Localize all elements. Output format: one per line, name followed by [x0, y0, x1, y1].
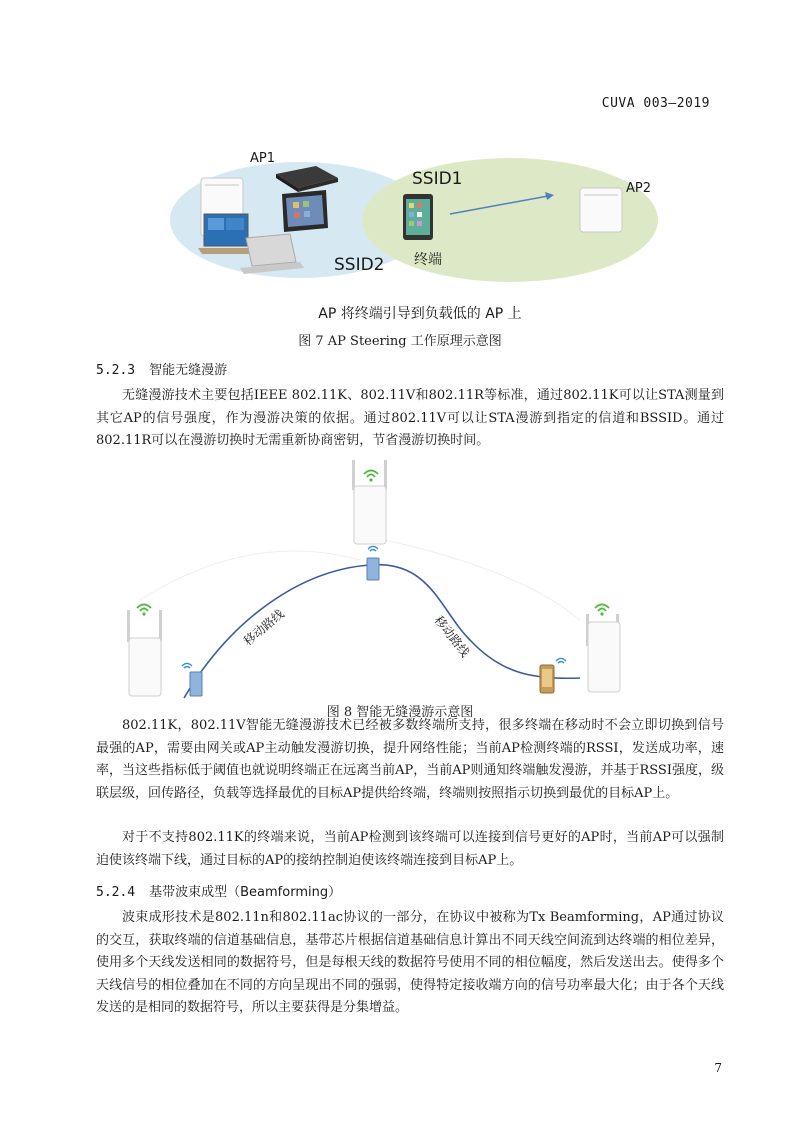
section-524-heading [96, 881, 341, 900]
document-code: CUVA 003—2019 [601, 96, 710, 111]
section-number: 5.2.4 [96, 885, 136, 900]
ap2-label: AP2 [626, 181, 652, 196]
ap1-label: AP1 [250, 151, 276, 166]
roaming-paragraph-2: 对于不支持802.11K的终端来说，当前AP检测到该终端可以连接到信号更好的AP时，当前AP可以强制迫使该终端下线，通过目标的AP的接纳控制迫使该终端连接到目标AP上。 [96, 830, 724, 868]
phone-icon [403, 194, 433, 240]
path-label-right: 移动路线 [431, 613, 473, 660]
figure-8-diagram [0, 450, 800, 700]
section-title: 智能无缝漫游 [149, 363, 228, 378]
terminal-label: 终端 [414, 252, 442, 268]
movement-path [184, 565, 580, 698]
phone-top-icon [367, 558, 379, 580]
phone-left-icon [190, 672, 202, 696]
wifi-small-icon [556, 659, 566, 664]
ap-top-router-icon [352, 460, 387, 544]
page-number: 7 [714, 1061, 722, 1075]
wifi-small-icon [368, 547, 378, 552]
ssid1-label: SSID1 [412, 169, 463, 189]
phone-right-icon [540, 665, 554, 693]
figure7-caption: 图 7 AP Steering 工作原理示意图 [298, 334, 502, 349]
tablet-icon [282, 190, 328, 232]
figure-7-diagram [0, 140, 800, 330]
figure7-subtitle: AP 将终端引导到负载低的 AP 上 [318, 306, 522, 322]
wifi-icon [595, 605, 609, 616]
wifi-icon [364, 471, 378, 482]
laptop-windows-icon [198, 214, 254, 254]
wifi-small-icon [182, 664, 192, 669]
section-number: 5.2.3 [96, 363, 136, 378]
ap2-router-icon [580, 188, 622, 232]
wifi-icon [137, 605, 151, 616]
ap-right-router-icon [586, 614, 620, 692]
section-523-paragraph: 无缝漫游技术主要包括IEEE 802.11K、802.11V和802.11R等标准，通过802.11K可以让STA测量到其它AP的信号强度，作为漫游决策的依据。通过802.11V可以让STA漫游到指定的信道和BSSID。通过802.11R可以在漫游切换时无需重新协商密钥，节省漫游切换时间。 [96, 388, 724, 449]
ap-left-router-icon [127, 610, 162, 696]
path-label-left: 移动路线 [240, 606, 287, 649]
ssid2-label: SSID2 [334, 255, 385, 275]
figure8-caption: 图 8 智能无缝漫游示意图 [326, 705, 474, 720]
section-title: 基带波束成型（Beamforming） [149, 885, 342, 900]
roaming-paragraph-1: 802.11K，802.11V智能无缝漫游技术已经被多数终端所支持，很多终端在移动时不会立即切换到信号最强的AP，需要由网关或AP主动触发漫游切换，提升网络性能；当前AP检测终端的RSSI，发送成功率，速率，当这些指标低于阈值也就说明终端正在远离当前AP，当前AP则通知终端触发漫游，并基于RSSI强度，级联层级，回传路径，负载等选择最优的目标AP提供给终端，终端则按照指示切换到最优的目标AP上。 [96, 718, 724, 801]
section-523-heading [96, 359, 227, 378]
section-524-paragraph: 波束成形技术是802.11n和802.11ac协议的一部分，在协议中被称为Tx Beamforming，AP通过协议的交互，获取终端的信道基础信息，基带芯片根据信道基础信息计算出不同天线空间流到达终端的相位差异，使用多个天线发送相同的数据符号，但是每根天线的数据符号使用不同的相位幅度，然后发送出去。使得多个天线信号的相位叠加在不同的方向呈现出不同的强弱，使得特定接收端方向的信号功率最大化；由于各个天线发送的是相同的数据符号，所以主要获得是分集增益。 [96, 910, 724, 1016]
coverage-arc [385, 540, 580, 620]
coverage-arc [140, 551, 360, 600]
